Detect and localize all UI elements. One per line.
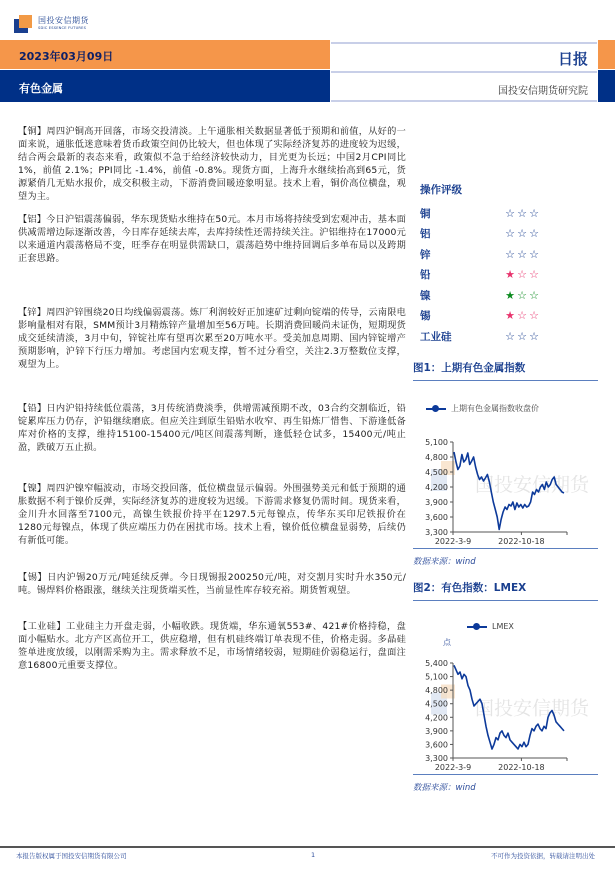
figure-1-legend-label: 上期有色金属指数收盘价 [451,404,539,413]
svg-text:4,200: 4,200 [425,483,448,492]
rating-metal-name: 铅 [420,269,431,282]
figure-2-unit: 点 [443,638,451,647]
rating-stars [504,248,540,261]
svg-text:4,500: 4,500 [425,699,448,709]
svg-text:4,800: 4,800 [425,686,448,696]
report-type: 日报 [557,50,588,68]
svg-text:2022-10-18: 2022-10-18 [498,763,545,772]
star-outline-icon: ☆ [505,247,515,261]
legend-line-marker-icon [467,623,487,631]
title-box [331,40,597,102]
divider [331,100,597,102]
star-outline-icon: ☆ [517,288,527,302]
svg-text:2022-3-9: 2022-3-9 [434,763,472,772]
rating-metal-name: 锡 [420,310,431,323]
rating-stars [504,227,540,240]
rating-metal-name: 工业硅 [420,330,452,343]
footer-divider [0,846,615,848]
rating-title: 操作评级 [420,184,462,196]
figure-2-legend-label: LMEX [492,622,514,631]
svg-text:3,600: 3,600 [425,740,448,750]
svg-text:5,400: 5,400 [425,659,448,668]
rating-row [420,306,600,327]
svg-text:3,900: 3,900 [425,498,448,507]
figure-1-title: 图1：上期有色金属指数 [413,360,598,381]
rating-row [420,203,600,224]
star-filled-icon: ★ [505,288,515,302]
star-outline-icon: ☆ [529,288,539,302]
svg-text:3,300: 3,300 [425,754,448,763]
rating-stars [504,268,540,281]
figure-1-source: 数据来源：wind [413,548,598,567]
svg-text:5,100: 5,100 [425,672,448,682]
footer-disclaimer: 不可作为投资依据，转载请注明出处 [491,852,595,860]
star-filled-icon: ★ [505,309,515,323]
rating-row [420,285,600,306]
svg-text:4,200: 4,200 [425,713,448,723]
figure-1-legend [426,403,539,414]
star-outline-icon: ☆ [517,206,527,220]
commentary-industrial-silicon: 【工业硅】工业硅主力开盘走弱，小幅收跌。现货端，华东通氧553#、421#价格持稳，盘面小幅贴水。北方产区高位开工，供应稳增，但有机硅终端订单表现不佳，价格走弱。多晶硅签单进度放缓，以刚需采购为主。需求释放不足，市场情绪较弱，短期硅价弱稳运行，盘面注意16800元重要支撑位。 [18,621,406,671]
institute-name: 国投安信期货研究院 [498,86,588,97]
star-outline-icon: ☆ [529,227,539,241]
legend-line-marker-icon [426,405,446,413]
rating-metal-name: 镍 [420,289,431,302]
watermark: 国投安信期货 [475,474,590,496]
star-outline-icon: ☆ [517,247,527,261]
divider [331,71,597,73]
star-outline-icon: ☆ [529,309,539,323]
svg-text:3,900: 3,900 [425,726,448,736]
commentary-aluminum: 【铝】今日沪铝震荡偏弱，华东现货贴水维持在50元。本月市场将持续受到宏观冲击，基本面供减需增边际逐渐改善，今日库存延续去库，去库持续性还需持续关注。沪铝维持在17000元以来通道内震荡格局不变，旺季存在明显供需缺口，震荡趋势中维持回调后多单布局以及跨期正套思路。 [18,214,406,264]
footer-copyright: 本报告版权属于国投安信期货有限公司 [16,852,127,860]
star-outline-icon: ☆ [517,329,527,343]
rating-stars [504,330,540,343]
star-filled-icon: ★ [505,268,515,282]
rating-metal-name: 铜 [420,207,431,220]
logo-en-text: SDIC ESSENCE FUTURES [38,26,87,31]
figure-2-legend [467,622,514,631]
svg-text:3,600: 3,600 [425,513,448,522]
star-outline-icon: ☆ [505,227,515,241]
rating-metal-name: 铝 [420,228,431,241]
star-outline-icon: ☆ [517,227,527,241]
star-outline-icon: ☆ [529,206,539,220]
figure-2-chart [410,650,610,775]
commentary-zinc: 【锌】周四沪锌围绕20日均线偏弱震荡。炼厂利润较好正加速矿过剩向锭端的传导，云南限电影响量相对有限，SMM预计3月精炼锌产量增加至56万吨。长期消费回暖尚未证伪，短期现货成交延续清淡，3月中旬，锌锭社库有望再次累至20万吨水平。受美加息周期、国内锌锭增产预期影响，沪锌下行压力增加。考虑国内宏观支撑，暂不过分看空，关注2.3万整数位支撑，观望为上。 [18,307,406,370]
operation-rating [420,182,600,347]
header-band-blue-right [598,70,615,102]
watermark: 国投安信期货 [475,697,590,720]
rating-metal-name: 锌 [420,248,431,261]
figure-1-chart [410,430,610,550]
svg-text:5,100: 5,100 [425,438,448,447]
star-outline-icon: ☆ [517,268,527,282]
star-outline-icon: ☆ [529,268,539,282]
figure-2-title: 图2：有色指数：LMEX [413,580,598,601]
logo-cn-text: 国投安信期货 [38,16,89,26]
header-band-orange-right [598,40,615,69]
company-logo [14,12,89,36]
star-outline-icon: ☆ [505,329,515,343]
rating-row [420,326,600,347]
rating-stars [504,207,540,220]
star-outline-icon: ☆ [529,329,539,343]
commentary-lead: 【铅】日内沪铅持续低位震荡，3月传统消费淡季，供增需减预期不改，03合约交割临近，铅锭累库压力仍存，沪铅继续磨底。但应关注到原生铅贴水收窄、再生铅炼厂惜售、下游逢低备库对价格的支撑，维持15100-15400元/吨区间震荡判断，逢低轻仓试多，15400元/吨止盈，跌破万五止损。 [18,403,406,453]
star-outline-icon: ☆ [517,309,527,323]
rating-row [420,224,600,245]
rating-stars [504,289,540,302]
commentary-tin: 【锡】日内沪锡20万元/吨延续反弹。今日现锡报200250元/吨，对交割月实时升水350元/吨。锡焊料价格跟涨，继续关注现货端买性，当前显性库存较充裕。期货暂观望。 [18,572,406,596]
rating-row [420,244,600,265]
svg-text:2022-3-9: 2022-3-9 [434,537,472,546]
divider [331,42,597,44]
svg-text:4,800: 4,800 [425,453,448,462]
page-number: 1 [311,851,316,859]
svg-text:3,300: 3,300 [425,528,448,537]
rating-row [420,265,600,286]
svg-text:4,500: 4,500 [425,468,448,477]
commentary-copper: 【铜】周四沪铜高开回落，市场交投清淡。上午通胀相关数据显著低于预期和前值，从好的一面来说，通胀低迷意味着货币政策空间仍比较大，但也体现了实际经济复苏的进度较为迟缓，结合两会最新的表态来看，政策似不急于给经济较快动力，目光更为长远；中国2月CPI同比 1%，前值 2.1%；PPI同比 -1.4%，前值 -0.8%。现货方面，上海升水继续抬高到65元，货源紧俏几无贴水报价，成交积极主动，下游消费回暖迹象明显。技术上看，铜价高位横盘，观望为主。 [18,126,406,202]
report-sector: 有色金属 [19,82,63,95]
svg-text:2022-10-18: 2022-10-18 [498,537,545,546]
rating-stars [504,309,540,322]
star-outline-icon: ☆ [505,206,515,220]
report-date: 2023年03月09日 [19,50,114,63]
figure-2-source: 数据来源：wind [413,774,598,793]
commentary-nickel: 【镍】周四沪镍窄幅波动，市场交投回落，低位横盘显示偏弱。外围强势美元和低于预期的通胀数据不利于镍价反弹，实际经济复苏的进度较为迟缓。下游需求修复仍需时间。现货来看，金川升水回落至7100元，高镍生铁报价持平在1297.5元每镍点，传华东买印尼铁报价在1280元每镍点，体现了供应端压力仍在困扰市场。技术上看，镍价低位横盘显弱势，后续仍有新低可能。 [18,483,406,546]
star-outline-icon: ☆ [529,247,539,261]
logo-mark-icon [14,15,32,33]
